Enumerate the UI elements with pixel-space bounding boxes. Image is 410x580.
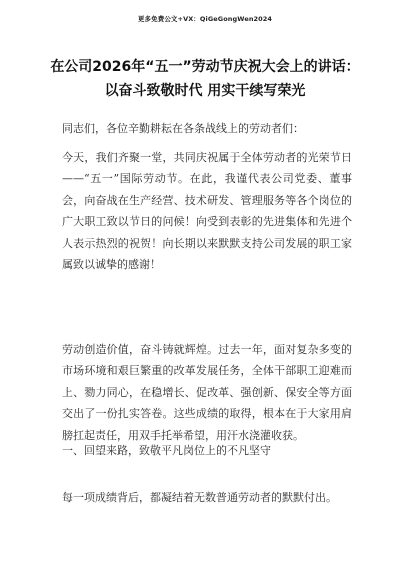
document-title-line-2: 以奋斗致敬时代 用实干续写荣光	[104, 83, 306, 99]
paragraph-2: 劳动创造价值，奋斗铸就辉煌。过去一年，面对复杂多变的市场环境和艰巨繁重的改革发展任务，全体干部职工迎难而上、勠力同心，在稳增长、促改革、强创新、保安全等方面交出了一份扎实答卷。这些成绩的取得，根本在于大家用肩膀扛起责任，用双手托举希望，用汗水浇灌收获。	[62, 343, 352, 442]
section-heading: 一、回望来路，致敬平凡岗位上的不凡坚守	[62, 444, 271, 457]
header-note: 更多免费公文+VX：QiGeGongWen2024	[137, 15, 273, 23]
document-title-line-1: 在公司2026年“五一”劳动节庆祝大会上的讲话：	[50, 59, 360, 75]
salutation: 同志们，各位辛勤耕耘在各条战线上的劳动者们：	[62, 122, 304, 135]
paragraph-3: 每一项成绩背后，都凝结着无数普通劳动者的默默付出。	[62, 491, 337, 504]
paragraph-1: 今天，我们齐聚一堂，共同庆祝属于全体劳动者的光荣节日——“五一”国际劳动节。在此，我谨代表公司党委、董事会，向奋战在生产经营、技术研发、管理服务等各个岗位的广大职工致以节日的问候！向受到表彰的先进集体和先进个人表示热烈的祝贺！向长期以来默默支持公司发展的职工家属致以诚挚的感谢！	[62, 151, 352, 272]
